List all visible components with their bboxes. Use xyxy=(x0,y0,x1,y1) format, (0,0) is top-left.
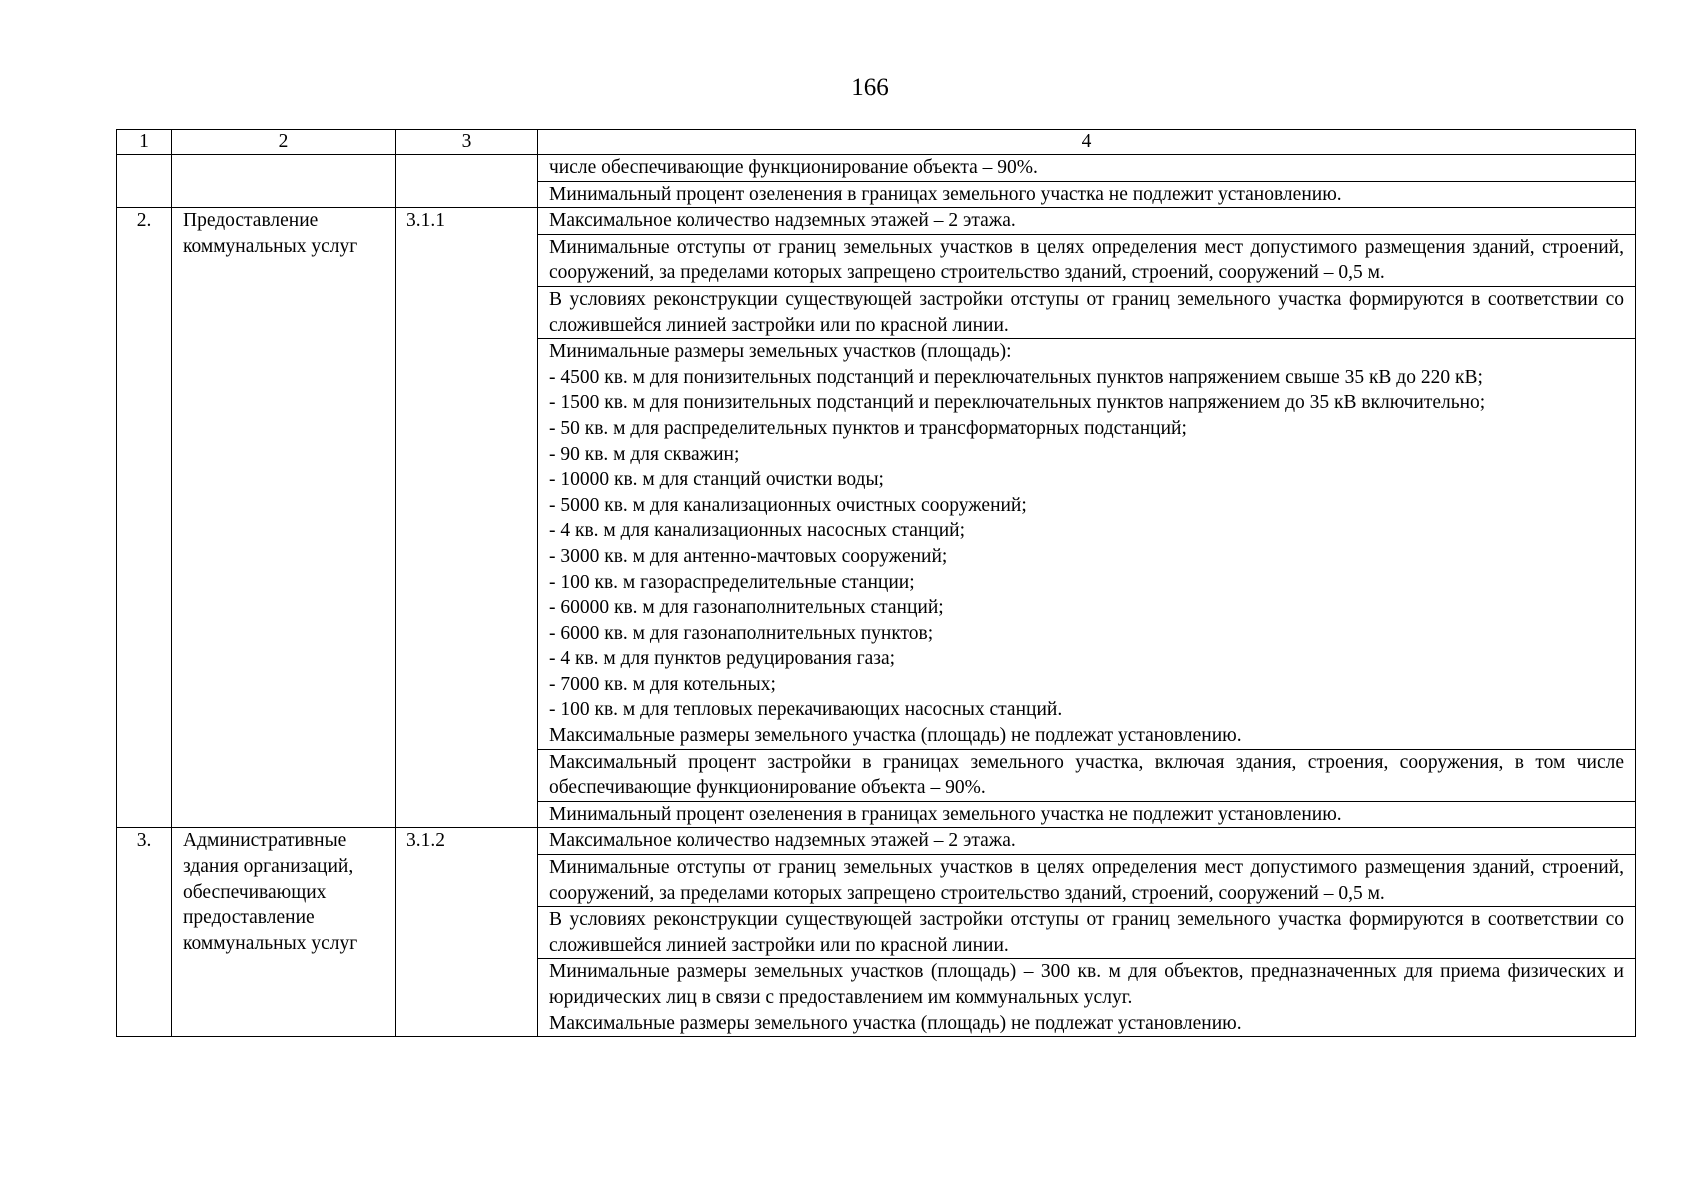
regulation-line: Максимальные размеры земельного участка (площадь) не подлежат установлению. xyxy=(549,1012,1242,1034)
header-cell: 4 xyxy=(538,130,1636,155)
regulation-line: - 60000 кв. м для газонаполнительных станций; xyxy=(549,597,944,619)
regulation-line: - 4 кв. м для канализационных насосных станций; xyxy=(549,520,966,542)
regulation-line: - 100 кв. м газораспределительные станции; xyxy=(549,571,915,593)
regulation-line: - 5000 кв. м для канализационных очистных сооружений; xyxy=(549,494,1027,516)
header-cell: 1 xyxy=(117,130,172,155)
regulation-cell xyxy=(538,208,1636,235)
section-name-cell xyxy=(172,155,396,208)
regulation-cell xyxy=(538,959,1636,1037)
regulation-line: Минимальные размеры земельных участков (площадь) – 300 кв. м для объектов, предназначенных для приема физических и юридических лиц в связи с предоставлением им коммунальных услуг. xyxy=(549,961,1624,1008)
section-number-cell: 2. xyxy=(117,208,172,828)
regulation-cell xyxy=(538,339,1636,750)
table-row xyxy=(117,208,1636,235)
regulation-cell: Минимальный процент озеленения в границах земельного участка не подлежит установлению. xyxy=(538,181,1636,208)
regulation-line: Максимальное количество надземных этажей – 2 этажа. xyxy=(549,830,1016,852)
regulation-line: - 4500 кв. м для понизительных подстанций и переключательных пунктов напряжением свыше 35 кВ до 220 кВ; xyxy=(549,366,1483,388)
regulation-line: - 6000 кв. м для газонаполнительных пунктов; xyxy=(549,622,934,644)
page-number: 166 xyxy=(851,74,889,101)
regulation-line: В условиях реконструкции существующей застройки отступы от границ земельного участка формируются в соответствии со сложившейся линией застройки или по красной линии. xyxy=(549,288,1624,336)
regulation-line: Минимальный процент озеленения в границах земельного участка не подлежит установлению. xyxy=(549,803,1342,825)
regulation-cell xyxy=(538,286,1636,338)
header-cell: 3 xyxy=(396,130,538,155)
regulation-cell xyxy=(538,855,1636,907)
section-number-cell: 3. xyxy=(117,828,172,1037)
regulation-cell xyxy=(538,801,1636,828)
table-header-row xyxy=(117,130,1636,155)
section-number-cell xyxy=(117,155,172,208)
regulation-line: - 7000 кв. м для котельных; xyxy=(549,673,776,695)
regulation-line: Минимальные отступы от границ земельных участков в целях определения мест допустимого размещения зданий, строений, сооружений, за пределами которых запрещено строительство зданий, строений, сооружений – 0,5 м. xyxy=(549,236,1624,284)
section-name-cell: Административные здания организаций, обеспечивающих предоставление коммунальных услуг xyxy=(172,828,396,1037)
section-code-cell: 3.1.2 xyxy=(396,828,538,1037)
regulations-table xyxy=(116,129,1636,1037)
regulation-line: Максимальные размеры земельного участка (площадь) не подлежат установлению. xyxy=(549,725,1242,747)
section-code-cell: 3.1.1 xyxy=(396,208,538,828)
section-name-cell: Предоставление коммунальных услуг xyxy=(172,208,396,828)
regulation-cell xyxy=(538,828,1636,855)
section-code-cell xyxy=(396,155,538,208)
regulation-line: Максимальное количество надземных этажей – 2 этажа. xyxy=(549,210,1016,232)
regulation-line: - 90 кв. м для скважин; xyxy=(549,443,740,465)
regulation-line: - 50 кв. м для распределительных пунктов и трансформаторных подстанций; xyxy=(549,417,1187,439)
regulation-line: - 1500 кв. м для понизительных подстанций и переключательных пунктов напряжением до 35 кВ включительно; xyxy=(549,392,1486,414)
table-row xyxy=(117,828,1636,855)
regulation-cell: числе обеспечивающие функционирование объекта – 90%. xyxy=(538,155,1636,182)
regulation-line: - 10000 кв. м для станций очистки воды; xyxy=(549,469,884,491)
regulation-line: - 3000 кв. м для антенно-мачтовых сооружений; xyxy=(549,545,948,567)
regulation-cell xyxy=(538,749,1636,801)
regulation-line: Минимальные отступы от границ земельных участков в целях определения мест допустимого размещения зданий, строений, сооружений, за пределами которых запрещено строительство зданий, строений, сооружений – 0,5 м. xyxy=(549,857,1624,904)
regulation-line: В условиях реконструкции существующей застройки отступы от границ земельного участка формируются в соответствии со сложившейся линией застройки или по красной линии. xyxy=(549,909,1624,956)
table-row xyxy=(117,155,1636,182)
regulation-cell xyxy=(538,234,1636,286)
header-cell: 2 xyxy=(172,130,396,155)
regulation-line: Максимальный процент застройки в границах земельного участка, включая здания, строения, сооружения, в том числе обеспечивающие функционирование объекта – 90%. xyxy=(549,751,1624,799)
regulation-cell xyxy=(538,907,1636,959)
regulation-line: - 4 кв. м для пунктов редуцирования газа; xyxy=(549,648,896,670)
regulation-line: - 100 кв. м для тепловых перекачивающих насосных станций. xyxy=(549,699,1063,721)
regulation-line: Минимальные размеры земельных участков (площадь): xyxy=(549,341,1012,363)
